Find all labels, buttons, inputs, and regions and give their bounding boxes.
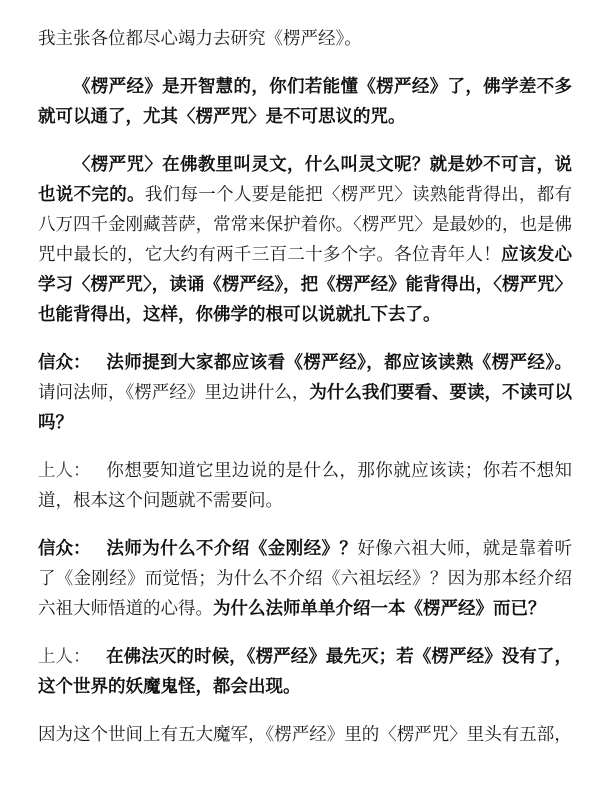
paragraph-mantra-bold-a: 〈楞严咒〉在佛教里叫灵文，什么叫灵文呢？就是妙不可言，说也说不完的。	[38, 155, 572, 205]
question-two-normal: 好像六祖大师，就是靠着听了《金刚经》而觉悟；为什么不介绍《六祖坛经》？因为那本经介绍六祖大师悟道的心得。	[38, 539, 573, 619]
speaker-label-master: 上人：	[38, 647, 91, 667]
question-two	[38, 534, 572, 624]
question-one-bold-b: 为什么我们要看、要读，不读可以吗？	[38, 383, 573, 433]
paragraph-mantra-normal: 我们每一个人要是能把〈楞严咒〉读熟能背得出，都有八万四千金刚藏菩萨，常常来保护着你。〈楞严咒〉是最妙的，也是佛咒中最长的，它大约有两千三百二十多个字。各位青年人！	[38, 185, 573, 265]
paragraph-mantra	[38, 150, 572, 330]
speaker-label-devotee: 信众：	[38, 539, 91, 559]
paragraph-wisdom	[38, 72, 572, 132]
question-two-bold-a: 法师为什么不介绍《金刚经》？	[106, 539, 358, 559]
question-two-bold-b: 为什么法师单单介绍一本《楞严经》而已？	[213, 599, 546, 619]
answer-one	[38, 456, 572, 516]
answer-one-text: 你想要知道它里边说的是什么，那你就应该读；你若不想知道，根本这个问题就不需要问。	[38, 461, 572, 511]
paragraph-demon-armies-text: 因为这个世间上有五大魔军，《楞严经》里的〈楞严咒〉里头有五部，	[38, 725, 572, 745]
answer-two-bold: 在佛法灭的时候，《楞严经》最先灭；若《楞严经》没有了，这个世界的妖魔鬼怪，都会出现。	[38, 647, 572, 697]
speaker-label-devotee: 信众：	[38, 353, 91, 373]
question-one	[38, 348, 572, 438]
paragraph-demon-armies	[38, 720, 572, 750]
paragraph-intro-text: 我主张各位都尽心竭力去研究《楞严经》。	[38, 29, 362, 49]
paragraph-intro	[38, 24, 572, 54]
question-one-normal: 请问法师，《楞严经》里边讲什么，	[38, 383, 310, 403]
answer-two	[38, 642, 572, 702]
paragraph-mantra-bold-b: 应该发心学习〈楞严咒〉，读诵《楞严经》，把《楞严经》能背得出，〈楞严咒〉也能背得出，这样，你佛学的根可以说就扎下去了。	[38, 245, 573, 325]
speaker-label-master: 上人：	[38, 461, 91, 481]
question-one-bold-a: 法师提到大家都应该看《楞严经》，都应该读熟《楞严经》。	[106, 353, 572, 373]
paragraph-wisdom-bold: 《楞严经》是开智慧的，你们若能懂《楞严经》了，佛学差不多就可以通了，尤其〈楞严咒〉是不可思议的咒。	[38, 77, 572, 127]
